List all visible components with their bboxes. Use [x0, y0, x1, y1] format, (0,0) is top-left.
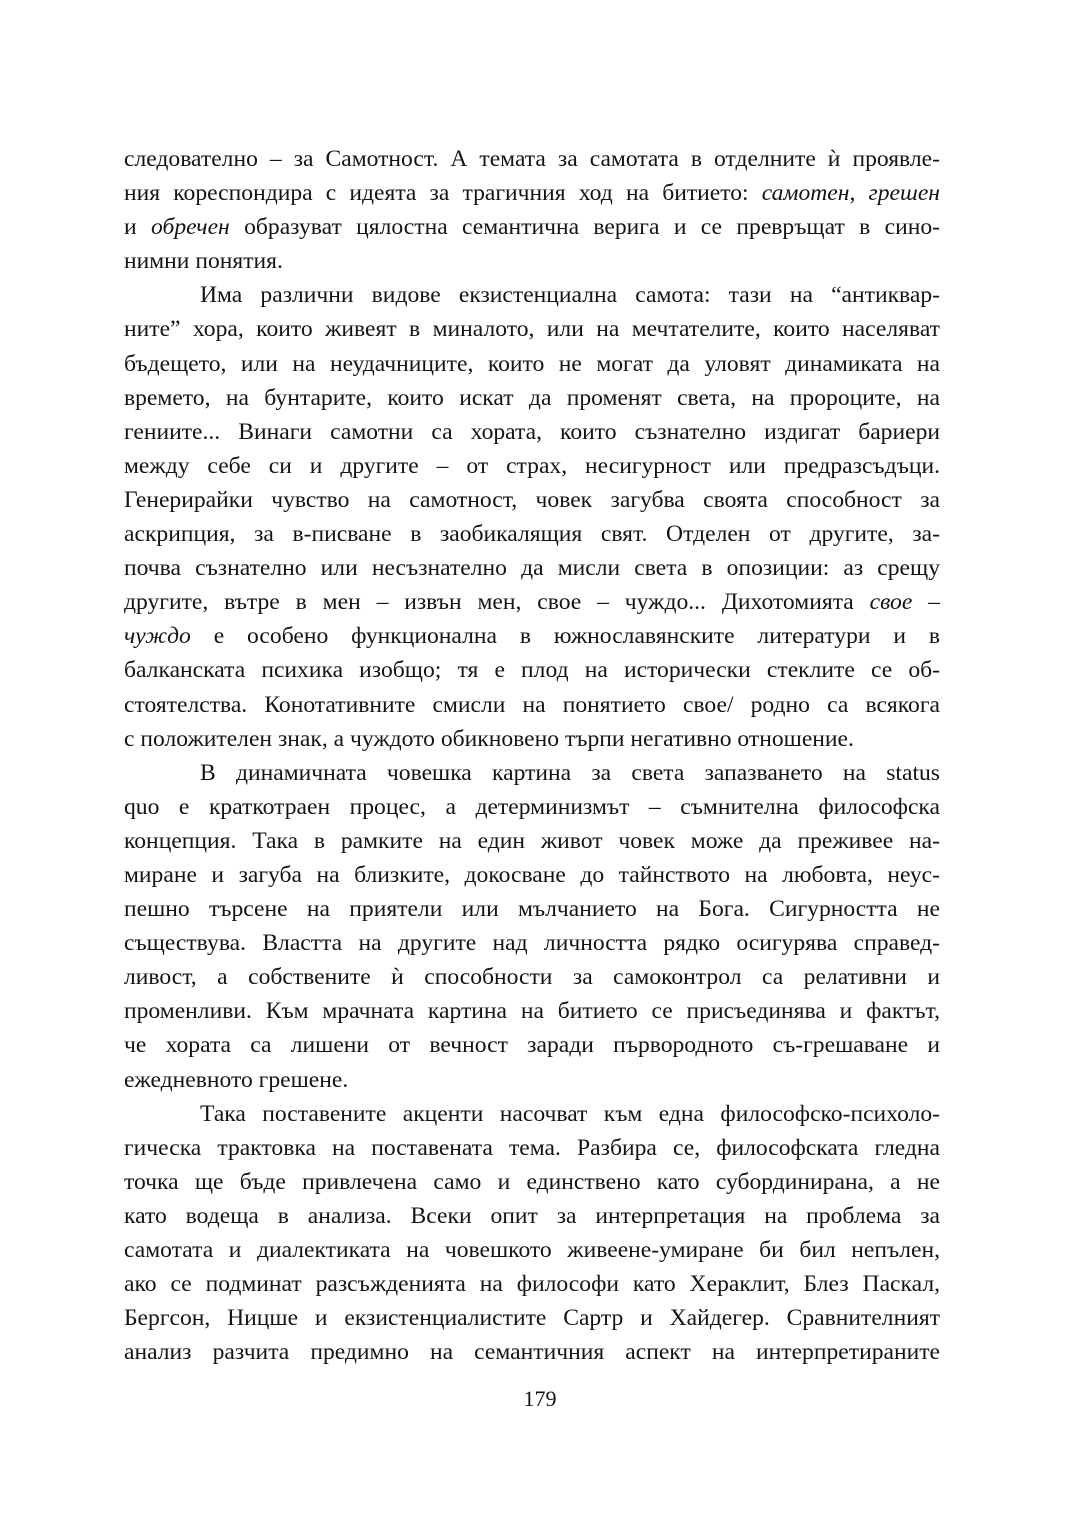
- text-line: ния кореспондира с идеята за трагичния ход на битието: самотен, грешен: [124, 180, 940, 207]
- text-line: концепция. Така в рамките на един живот човек може да преживее на-: [124, 827, 940, 854]
- paragraph-2: [124, 278, 940, 755]
- text-line: ежедневното грешене.: [124, 1066, 349, 1093]
- text-line: аскрипция, за в-писване в заобикалящия свят. Отделен от другите, за-: [124, 521, 940, 548]
- text-line: точка ще бъде привлечена само и единствено като субординирана, а не: [124, 1168, 940, 1195]
- paragraph-3: [124, 756, 940, 1097]
- text-line: почва съзнателно или несъзнателно да мисли света в опозиции: аз срещу: [124, 555, 940, 582]
- text-line: стоятелства. Конотативните смисли на понятието свое/ родно са всякога: [124, 691, 940, 718]
- text-line: Има различни видове екзистенциална самота: тази на “антиквар-: [200, 282, 940, 309]
- text-line: променливи. Към мрачната картина на битието се присъединява и фактът,: [124, 998, 940, 1025]
- text-line: Генерирайки чувство на самотност, човек загубва своята способност за: [124, 486, 940, 513]
- text-line: quo е краткотраен процес, а детерминизмът – съмнителна философска: [124, 793, 940, 820]
- text-line: ните” хора, които живеят в миналото, или на мечтателите, които населяват: [124, 316, 940, 343]
- page-number: 179: [523, 1386, 557, 1411]
- body-text: [124, 142, 940, 1369]
- text-line: ако се подминат разсъжденията на философи като Хераклит, Блез Паскал,: [124, 1271, 940, 1298]
- text-line: че хората са лишени от вечност заради първородното съ-грешаване и: [124, 1032, 940, 1059]
- text-line: другите, вътре в мен – извън мен, свое – чуждо... Дихотомията свое –: [124, 589, 940, 616]
- text-line: между себе си и другите – от страх, несигурност или предразсъдъци.: [124, 452, 940, 479]
- text-line: с положителен знак, а чуждото обикновено търпи негативно отношение.: [124, 725, 854, 752]
- italic-term: обречен: [151, 214, 230, 241]
- text-line: балканската психика изобщо; тя е плод на исторически стеклите се об-: [124, 657, 940, 684]
- italic-term: грешен: [868, 180, 940, 207]
- text-line: като водеща в анализа. Всеки опит за интерпретация на проблема за: [124, 1202, 940, 1229]
- italic-term: чуждо: [124, 623, 191, 650]
- paragraph-4: [124, 1097, 940, 1370]
- text-line: и обречен образуват цялостна семантична верига и се превръщат в сино-: [124, 214, 940, 241]
- text-line: миране и загуба на близките, докосване до тайнството на любовта, неус-: [124, 861, 940, 888]
- text-line: Така поставените акценти насочват към една философско-психоло-: [200, 1100, 940, 1127]
- text-line: гическа трактовка на поставената тема. Разбира се, философската гледна: [124, 1134, 940, 1161]
- paragraph-1: [124, 142, 940, 278]
- italic-term: самотен: [761, 180, 850, 207]
- text-line: съществува. Властта на другите над личността рядко осигурява справед-: [124, 930, 940, 957]
- text-line: Бергсон, Ницше и екзистенциалистите Сартр и Хайдегер. Сравнителният: [124, 1305, 940, 1332]
- text-line: В динамичната човешка картина за света запазването на status: [200, 759, 940, 786]
- text-line: гениите... Винаги самотни са хората, които съзнателно издигат бариери: [124, 418, 940, 445]
- text-line: пешно търсене на приятели или мълчанието на Бога. Сигурността не: [124, 896, 940, 923]
- italic-term: свое –: [869, 589, 940, 616]
- text-line: самотата и диалектиката на човешкото живеене-умиране би бил непълен,: [124, 1237, 940, 1263]
- text-line: нимни понятия.: [124, 248, 283, 275]
- text-line: бъдещето, или на неудачниците, които не могат да уловят динамиката на: [124, 350, 940, 377]
- text-line: следователно – за Самотност. А темата за самотата в отделните ѝ проявле-: [124, 146, 940, 172]
- text-line: времето, на бунтарите, които искат да променят света, на пророците, на: [124, 384, 940, 411]
- text-line: анализ разчита предимно на семантичния аспект на интерпретираните: [124, 1339, 940, 1366]
- text-line: чуждо е особено функционална в южнославянските литератури и в: [124, 623, 940, 650]
- text-line: ливост, а собствените ѝ способности за самоконтрол са релативни и: [124, 964, 940, 991]
